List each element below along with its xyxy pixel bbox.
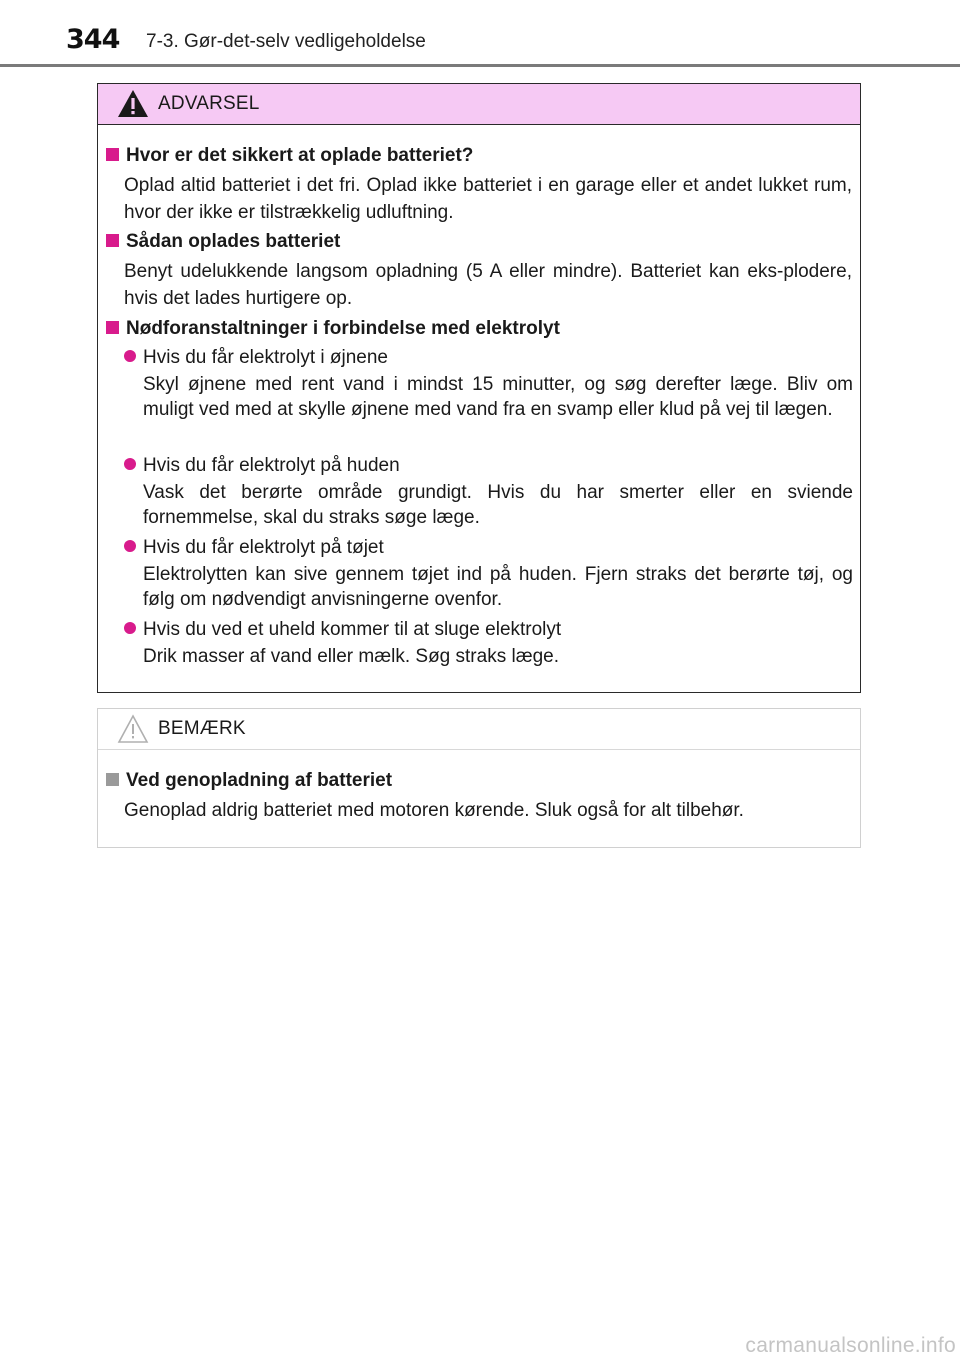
- electrolyte-bullet-head-4: [124, 619, 561, 641]
- caution-triangle-outline-icon: [116, 713, 150, 745]
- watermark: carmanualsonline.info: [745, 1334, 956, 1357]
- square-bullet-icon: [106, 321, 119, 334]
- header-rule: [0, 64, 960, 67]
- warning-item-title-3: [106, 318, 560, 340]
- warning-item-title-text: Nødforanstaltninger i forbindelse med elektrolyt: [126, 318, 560, 339]
- dot-bullet-icon: [124, 458, 136, 470]
- bullet-head-text: Hvis du ved et uheld kommer til at sluge elektrolyt: [143, 619, 562, 640]
- warning-item-title-1: [106, 145, 473, 167]
- electrolyte-bullet-text-1: Skyl øjnene med rent vand i mindst 15 minutter, og søg derefter læge. Bliv om muligt ved med at skylle øjnene med vand fra en svamp eller klud på vej til lægen.: [143, 374, 853, 420]
- notice-label: BEMÆRK: [158, 718, 246, 739]
- warning-label: ADVARSEL: [158, 93, 260, 114]
- electrolyte-bullet-head-1: [124, 347, 388, 369]
- warning-triangle-icon: [116, 88, 150, 120]
- bullet-head-text: Hvis du får elektrolyt i øjnene: [143, 347, 388, 368]
- electrolyte-bullet-head-3: [124, 537, 384, 559]
- warning-item-title-2: [106, 231, 340, 253]
- section-title: 7-3. Gør-det-selv vedligeholdelse: [146, 31, 426, 52]
- dot-bullet-icon: [124, 622, 136, 634]
- page-number: 344: [66, 24, 120, 55]
- warning-item-text-2: Benyt udelukkende langsom opladning (5 A eller mindre). Batteriet kan eks-plodere, hvis det lades hurtigere op.: [124, 261, 852, 309]
- bullet-head-text: Hvis du får elektrolyt på huden: [143, 455, 400, 476]
- square-bullet-icon: [106, 148, 119, 161]
- warning-item-title-text: Sådan oplades batteriet: [126, 231, 341, 252]
- bullet-head-text: Hvis du får elektrolyt på tøjet: [143, 537, 384, 558]
- warning-item-title-text: Hvor er det sikkert at oplade batteriet?: [126, 145, 474, 166]
- square-bullet-icon: [106, 234, 119, 247]
- notice-item-title-text: Ved genopladning af batteriet: [126, 770, 393, 791]
- notice-item-text-1: Genoplad aldrig batteriet med motoren kørende. Sluk også for alt tilbehør.: [124, 800, 744, 821]
- notice-item-title-1: [106, 770, 392, 792]
- warning-item-text-1: Oplad altid batteriet i det fri. Oplad ikke batteriet i en garage eller et andet lukket rum, hvor der ikke er tilstrækkelig udluftning.: [124, 175, 852, 223]
- notice-header: [98, 709, 860, 750]
- electrolyte-bullet-head-2: [124, 455, 400, 477]
- dot-bullet-icon: [124, 350, 136, 362]
- electrolyte-bullet-text-4: Drik masser af vand eller mælk. Søg straks læge.: [143, 646, 560, 667]
- electrolyte-bullet-text-2: Vask det berørte område grundigt. Hvis du har smerter eller en sviende fornemmelse, skal du straks søge læge.: [143, 482, 853, 528]
- page-header: [0, 0, 960, 66]
- square-bullet-icon: [106, 773, 119, 786]
- warning-box: [97, 83, 861, 693]
- electrolyte-bullet-text-3: Elektrolytten kan sive gennem tøjet ind på huden. Fjern straks det berørte tøj, og følg om nødvendigt anvisningerne ovenfor.: [143, 564, 853, 610]
- warning-header: [98, 84, 860, 125]
- notice-box: [97, 708, 861, 848]
- dot-bullet-icon: [124, 540, 136, 552]
